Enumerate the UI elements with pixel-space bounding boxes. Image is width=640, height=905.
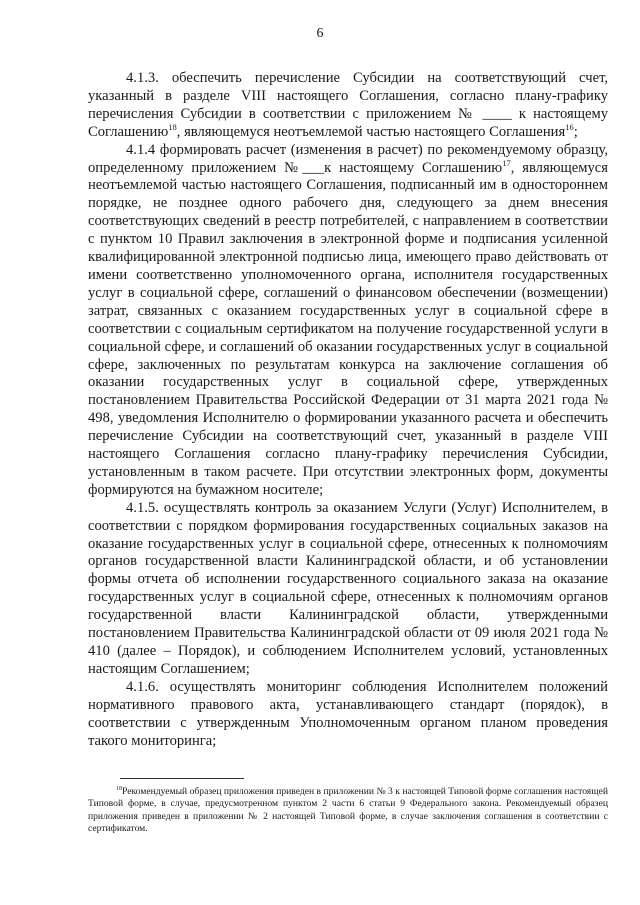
- clause-4-1-3-text: 4.1.3. обеспечить перечисление Субсидии на соответствующий счет, указанный в разделе VIII настоящего Соглашения, согласно плану-графику перечисления Субсидии в соответствии с приложением № ____ к настоящему Соглашению: [88, 70, 608, 140]
- page-number: 6: [316, 26, 324, 41]
- clause-4-1-6-text: 4.1.6. осуществлять мониторинг соблюдения Исполнителем положений нормативного правового акта, устанавливающего стандарт (порядок), в соответствии с утвержденным Уполномоченным органом планом проведения такого мониторинга;: [88, 678, 608, 749]
- clause-4-1-6: [88, 679, 608, 751]
- footnote-ref-18: 18: [168, 121, 177, 132]
- clause-4-1-4: [88, 142, 608, 500]
- document-body: [88, 70, 608, 750]
- clause-4-1-4-text-cont: , являющемуся неотъемлемой частью настоящего Соглашения, подписанный им в одностороннем порядке, не позднее одного рабочего дня, следующего за днем внесения соответствующих сведений в реестр потребителей, с направлением в соответствии с пунктом 10 Правил заключения в электронной форме и подписания усиленной квалифицированной электронной подписью лица, имеющего право действовать от имени соответственно уполномоченного органа, исполнителя государственных услуг в социальной сфере, соглашений о финансовом обеспечении (возмещении) затрат, связанных с оказанием государственных услуг в социальной сфере в соответствии с социальным сертификатом на получение государственной услуги в социальной сфере, и соглашений об оказании государственных услуг в социальной сфере, заключенных по результатам конкурса на заключение соглашения об оказании государственных услуг в социальной сфере, утвержденных постановлением Правительства Российской Федерации от 31 марта 2021 года № 498, уведомления Исполнителю о формировании указанного расчета и обеспечить перечисление Субсидии на соответствующий счет, указанный в разделе VIII настоящего Соглашения согласно плану-графику перечисления Субсидии, установленным в таком расчете. При отсутствии электронных форм, документы формируются на бумажном носителе;: [88, 159, 608, 498]
- footnote-text: Рекомендуемый образец приложения приведен в приложении № 3 к настоящей Типовой форме соглашения настоящей Типовой форме, в случае, предусмотренном пунктом 2 части 6 статьи 9 Федерального закона. Рекомендуемый образец приложения приведен в приложении № 2 настоящей Типовой форме, в случае заключения соглашения в соответствии с сертификатом.: [88, 786, 608, 835]
- footnote-18: [88, 786, 608, 836]
- clause-4-1-5: [88, 500, 608, 679]
- clause-4-1-3-text-cont: , являющемуся неотъемлемой частью настоящего Соглашения: [176, 123, 566, 140]
- clause-4-1-4-text: 4.1.4 формировать расчет (изменения в расчет) по рекомендуемому образцу, определенному приложением №___к настоящему Соглашению: [88, 141, 608, 176]
- footnotes: [88, 786, 608, 836]
- footnote-marker: 18: [116, 786, 122, 792]
- clause-4-1-3-end: ;: [573, 123, 578, 140]
- clause-4-1-5-text: 4.1.5. осуществлять контроль за оказанием Услуги (Услуг) Исполнителем, в соответствии с порядком формирования государственных социальных заказов на оказание государственных услуг в социальной сфере, отнесенных к полномочиям органов государственной власти Калининградской области, и об установлении формы отчета об исполнении государственного социального заказа на оказание государственных услуг в социальной сфере, отнесенных к полномочиям органов государственной власти Калининградской области, утвержденными постановлением Правительства Калининградской области от 09 июля 2021 года № 410 (далее – Порядок), и соблюдением Исполнителем условий, установленных настоящим Соглашением;: [88, 499, 608, 677]
- footnote-divider: [120, 778, 244, 779]
- footnote-ref-17: 17: [502, 157, 511, 168]
- clause-4-1-3: [88, 70, 608, 142]
- footnote-ref-16: 16: [565, 121, 574, 132]
